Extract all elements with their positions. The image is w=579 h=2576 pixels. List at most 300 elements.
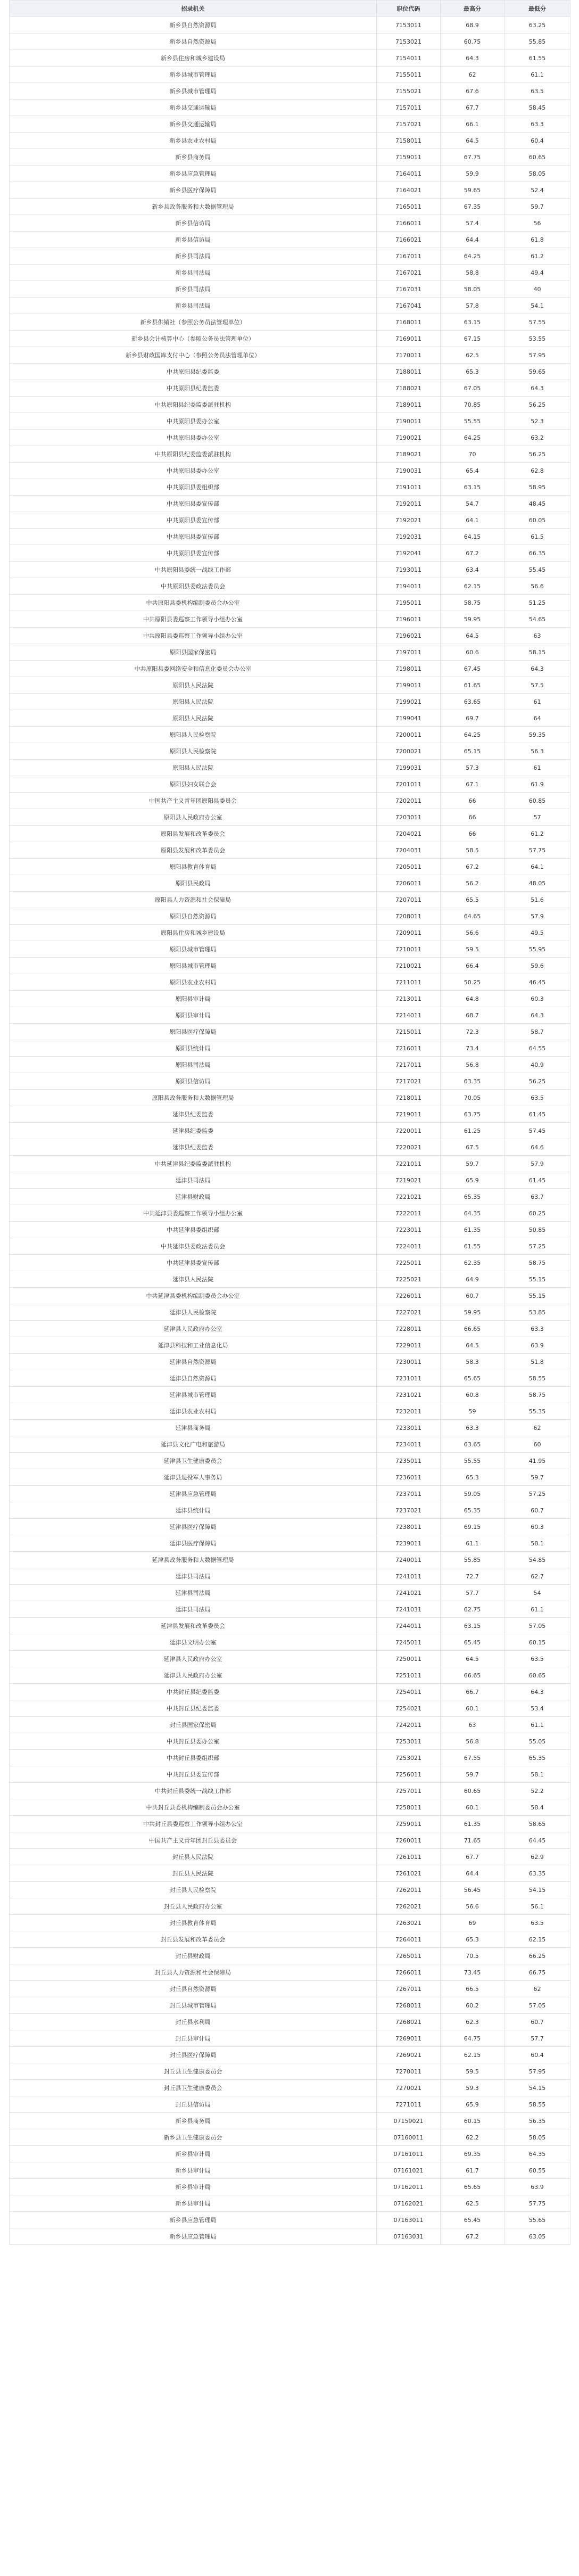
table-row xyxy=(10,644,570,661)
cell-position-code: 7258011 xyxy=(377,1799,441,1816)
table-row xyxy=(10,1948,570,1964)
cell-position-code: 07160011 xyxy=(377,2129,441,2146)
table-row xyxy=(10,1981,570,1997)
table-row xyxy=(10,1915,570,1931)
cell-max-score: 70.5 xyxy=(441,1948,504,1964)
cell-max-score: 63.3 xyxy=(441,1420,504,1436)
cell-max-score: 65.45 xyxy=(441,1634,504,1651)
cell-min-score: 55.05 xyxy=(504,1733,570,1750)
cell-max-score: 69.7 xyxy=(441,710,504,727)
cell-max-score: 64.25 xyxy=(441,430,504,446)
table-row xyxy=(10,380,570,397)
table-row xyxy=(10,958,570,974)
cell-agency: 延津县纪委监委 xyxy=(10,1106,377,1123)
cell-agency: 延津县人民法院 xyxy=(10,1271,377,1288)
cell-agency: 新乡县城市管理局 xyxy=(10,83,377,100)
cell-position-code: 7197011 xyxy=(377,644,441,661)
cell-min-score: 62.15 xyxy=(504,1931,570,1948)
table-row xyxy=(10,1601,570,1618)
cell-min-score: 57.05 xyxy=(504,1997,570,2014)
table-row xyxy=(10,2096,570,2113)
cell-position-code: 7205011 xyxy=(377,859,441,875)
cell-position-code: 7164021 xyxy=(377,182,441,199)
cell-min-score: 58.45 xyxy=(504,100,570,116)
cell-max-score: 66.7 xyxy=(441,1684,504,1700)
table-row xyxy=(10,1898,570,1915)
cell-position-code: 7195011 xyxy=(377,595,441,611)
cell-position-code: 7269021 xyxy=(377,2047,441,2063)
header-position-code: 职位代码 xyxy=(377,1,441,17)
cell-min-score: 63.25 xyxy=(504,17,570,34)
cell-max-score: 60.75 xyxy=(441,34,504,50)
cell-position-code: 07162021 xyxy=(377,2195,441,2212)
cell-position-code: 7204021 xyxy=(377,826,441,842)
cell-position-code: 7168011 xyxy=(377,314,441,331)
table-row xyxy=(10,479,570,496)
cell-agency: 中共原阳县委统一战线工作部 xyxy=(10,562,377,578)
cell-agency: 中共原阳县委宣传部 xyxy=(10,545,377,562)
cell-agency: 新乡县司法局 xyxy=(10,248,377,265)
cell-agency: 延津县自然资源局 xyxy=(10,1354,377,1370)
cell-position-code: 7158011 xyxy=(377,133,441,149)
cell-agency: 原阳县统计局 xyxy=(10,1040,377,1057)
cell-position-code: 7193011 xyxy=(377,562,441,578)
cell-max-score: 63.65 xyxy=(441,1436,504,1453)
cell-agency: 新乡县卫生健康委员会 xyxy=(10,2129,377,2146)
table-row xyxy=(10,2113,570,2129)
cell-position-code: 7206011 xyxy=(377,875,441,892)
cell-agency: 封丘县信访局 xyxy=(10,2096,377,2113)
cell-position-code: 7198011 xyxy=(377,661,441,677)
cell-agency: 延津县人民政府办公室 xyxy=(10,1321,377,1337)
cell-max-score: 57.4 xyxy=(441,215,504,232)
cell-position-code: 7210021 xyxy=(377,958,441,974)
table-row xyxy=(10,215,570,232)
cell-min-score: 60.4 xyxy=(504,2047,570,2063)
table-row xyxy=(10,892,570,908)
cell-max-score: 64.15 xyxy=(441,529,504,545)
table-row xyxy=(10,364,570,380)
cell-position-code: 7166011 xyxy=(377,215,441,232)
table-row xyxy=(10,1486,570,1502)
cell-max-score: 66.65 xyxy=(441,1321,504,1337)
cell-position-code: 7225021 xyxy=(377,1271,441,1288)
table-row xyxy=(10,1882,570,1898)
table-body xyxy=(10,17,570,2245)
cell-agency: 原阳县教育体育局 xyxy=(10,859,377,875)
cell-min-score: 57.55 xyxy=(504,314,570,331)
cell-min-score: 58.75 xyxy=(504,1255,570,1271)
cell-max-score: 67.5 xyxy=(441,1139,504,1156)
cell-min-score: 59.65 xyxy=(504,364,570,380)
cell-max-score: 62.15 xyxy=(441,578,504,595)
cell-position-code: 7268011 xyxy=(377,1997,441,2014)
cell-agency: 新乡县会计核算中心（参照公务员法管理单位） xyxy=(10,331,377,347)
cell-min-score: 57.25 xyxy=(504,1486,570,1502)
cell-agency: 新乡县供销社（参照公务员法管理单位） xyxy=(10,314,377,331)
cell-position-code: 7214011 xyxy=(377,1007,441,1024)
cell-min-score: 54.1 xyxy=(504,298,570,314)
cell-max-score: 60.65 xyxy=(441,1783,504,1799)
cell-min-score: 60.3 xyxy=(504,991,570,1007)
cell-max-score: 62.2 xyxy=(441,2129,504,2146)
cell-position-code: 7261021 xyxy=(377,1865,441,1882)
cell-max-score: 56.2 xyxy=(441,875,504,892)
cell-max-score: 60.1 xyxy=(441,1700,504,1717)
cell-min-score: 56 xyxy=(504,215,570,232)
cell-agency: 封丘县发展和改革委员会 xyxy=(10,1931,377,1948)
table-row xyxy=(10,1502,570,1519)
cell-max-score: 59 xyxy=(441,1403,504,1420)
cell-max-score: 61.35 xyxy=(441,1222,504,1238)
cell-position-code: 7269011 xyxy=(377,2030,441,2047)
cell-position-code: 7261011 xyxy=(377,1849,441,1865)
table-row xyxy=(10,760,570,776)
cell-min-score: 54.65 xyxy=(504,611,570,628)
cell-min-score: 56.6 xyxy=(504,578,570,595)
cell-max-score: 59.5 xyxy=(441,941,504,958)
table-row xyxy=(10,1717,570,1733)
cell-position-code: 7157021 xyxy=(377,116,441,133)
cell-position-code: 7268021 xyxy=(377,2014,441,2030)
cell-position-code: 7221021 xyxy=(377,1189,441,1205)
table-row xyxy=(10,1436,570,1453)
table-row xyxy=(10,908,570,925)
cell-max-score: 66.1 xyxy=(441,116,504,133)
table-row xyxy=(10,1271,570,1288)
cell-max-score: 63.15 xyxy=(441,1618,504,1634)
cell-agency: 封丘县城市管理局 xyxy=(10,1997,377,2014)
cell-min-score: 62 xyxy=(504,1420,570,1436)
cell-position-code: 7194011 xyxy=(377,578,441,595)
cell-agency: 中共延津县纪委监委派驻机构 xyxy=(10,1156,377,1172)
cell-agency: 原阳县妇女联合会 xyxy=(10,776,377,793)
cell-min-score: 49.5 xyxy=(504,925,570,941)
cell-agency: 原阳县民政局 xyxy=(10,875,377,892)
table-row xyxy=(10,793,570,809)
cell-position-code: 07161011 xyxy=(377,2146,441,2162)
table-row xyxy=(10,1205,570,1222)
cell-position-code: 7199031 xyxy=(377,760,441,776)
cell-min-score: 61.1 xyxy=(504,67,570,83)
cell-position-code: 7216011 xyxy=(377,1040,441,1057)
cell-position-code: 7165011 xyxy=(377,199,441,215)
cell-position-code: 7240011 xyxy=(377,1552,441,1568)
table-row xyxy=(10,677,570,694)
cell-agency: 中共封丘县委组织部 xyxy=(10,1750,377,1766)
cell-min-score: 63 xyxy=(504,628,570,644)
cell-max-score: 59.7 xyxy=(441,1156,504,1172)
cell-max-score: 55.55 xyxy=(441,1453,504,1469)
cell-agency: 新乡县审计局 xyxy=(10,2195,377,2212)
cell-min-score: 61.45 xyxy=(504,1106,570,1123)
cell-min-score: 57.7 xyxy=(504,2030,570,2047)
table-row xyxy=(10,2195,570,2212)
cell-agency: 原阳县人民政府办公室 xyxy=(10,809,377,826)
cell-position-code: 7231021 xyxy=(377,1387,441,1403)
cell-min-score: 63.3 xyxy=(504,116,570,133)
cell-max-score: 60.7 xyxy=(441,1288,504,1304)
cell-min-score: 60.3 xyxy=(504,1519,570,1535)
cell-max-score: 67.7 xyxy=(441,1849,504,1865)
table-row xyxy=(10,1667,570,1684)
cell-agency: 中共延津县委机构编制委员会办公室 xyxy=(10,1288,377,1304)
cell-agency: 中共原阳县委办公室 xyxy=(10,463,377,479)
cell-agency: 延津县人民政府办公室 xyxy=(10,1651,377,1667)
cell-min-score: 40 xyxy=(504,281,570,298)
table-row xyxy=(10,1387,570,1403)
cell-position-code: 7237011 xyxy=(377,1486,441,1502)
cell-max-score: 65.9 xyxy=(441,2096,504,2113)
cell-max-score: 61.25 xyxy=(441,1123,504,1139)
cell-min-score: 56.25 xyxy=(504,1073,570,1090)
cell-max-score: 66 xyxy=(441,809,504,826)
cell-max-score: 65.9 xyxy=(441,1172,504,1189)
cell-min-score: 60.25 xyxy=(504,1205,570,1222)
cell-min-score: 56.1 xyxy=(504,1898,570,1915)
cell-max-score: 64.4 xyxy=(441,1865,504,1882)
cell-min-score: 54.85 xyxy=(504,1552,570,1568)
cell-agency: 延津县医疗保障局 xyxy=(10,1535,377,1552)
cell-max-score: 54.7 xyxy=(441,496,504,512)
cell-max-score: 67.75 xyxy=(441,149,504,166)
cell-position-code: 7220021 xyxy=(377,1139,441,1156)
cell-min-score: 55.45 xyxy=(504,562,570,578)
cell-agency: 中共封丘县纪委监委 xyxy=(10,1684,377,1700)
table-header-row xyxy=(10,1,570,17)
table-row xyxy=(10,1585,570,1601)
cell-position-code: 7250011 xyxy=(377,1651,441,1667)
cell-position-code: 7192011 xyxy=(377,496,441,512)
cell-min-score: 59.6 xyxy=(504,958,570,974)
cell-max-score: 59.95 xyxy=(441,1304,504,1321)
cell-agency: 新乡县审计局 xyxy=(10,2179,377,2195)
cell-position-code: 7230011 xyxy=(377,1354,441,1370)
cell-position-code: 7219021 xyxy=(377,1172,441,1189)
cell-agency: 延津县统计局 xyxy=(10,1502,377,1519)
cell-agency: 新乡县自然资源局 xyxy=(10,34,377,50)
cell-min-score: 57.75 xyxy=(504,2195,570,2212)
table-row xyxy=(10,809,570,826)
cell-min-score: 64.3 xyxy=(504,1007,570,1024)
table-row xyxy=(10,265,570,281)
cell-min-score: 64.35 xyxy=(504,2146,570,2162)
cell-agency: 中共原阳县委办公室 xyxy=(10,413,377,430)
cell-min-score: 64.6 xyxy=(504,1139,570,1156)
table-row xyxy=(10,347,570,364)
table-row xyxy=(10,2030,570,2047)
cell-max-score: 73.4 xyxy=(441,1040,504,1057)
cell-agency: 中共封丘县委机构编制委员会办公室 xyxy=(10,1799,377,1816)
cell-agency: 延津县文明办公室 xyxy=(10,1634,377,1651)
cell-min-score: 60.05 xyxy=(504,512,570,529)
cell-min-score: 62 xyxy=(504,1981,570,1997)
cell-position-code: 7192021 xyxy=(377,512,441,529)
cell-agency: 封丘县人民法院 xyxy=(10,1849,377,1865)
cell-min-score: 61.2 xyxy=(504,826,570,842)
cell-position-code: 7189021 xyxy=(377,446,441,463)
table-row xyxy=(10,2014,570,2030)
cell-min-score: 52.3 xyxy=(504,413,570,430)
cell-position-code: 7241021 xyxy=(377,1585,441,1601)
table-row xyxy=(10,1073,570,1090)
cell-max-score: 58.8 xyxy=(441,265,504,281)
table-row xyxy=(10,2080,570,2096)
table-row xyxy=(10,1139,570,1156)
cell-agency: 原阳县发展和改革委员会 xyxy=(10,826,377,842)
cell-agency: 原阳县人民法院 xyxy=(10,760,377,776)
cell-min-score: 48.05 xyxy=(504,875,570,892)
cell-max-score: 59.9 xyxy=(441,166,504,182)
cell-max-score: 64.4 xyxy=(441,232,504,248)
cell-agency: 延津县城市管理局 xyxy=(10,1387,377,1403)
cell-max-score: 65.4 xyxy=(441,463,504,479)
cell-position-code: 7217011 xyxy=(377,1057,441,1073)
table-row xyxy=(10,1783,570,1799)
table-row xyxy=(10,925,570,941)
cell-position-code: 7259011 xyxy=(377,1816,441,1832)
cell-agency: 原阳县农业农村局 xyxy=(10,974,377,991)
cell-min-score: 58.7 xyxy=(504,1024,570,1040)
cell-agency: 原阳县住房和城乡建设局 xyxy=(10,925,377,941)
table-row xyxy=(10,1766,570,1783)
cell-agency: 延津县司法局 xyxy=(10,1172,377,1189)
cell-position-code: 7236011 xyxy=(377,1469,441,1486)
table-row xyxy=(10,776,570,793)
cell-max-score: 56.6 xyxy=(441,925,504,941)
table-row xyxy=(10,1040,570,1057)
table-row xyxy=(10,463,570,479)
cell-max-score: 63.4 xyxy=(441,562,504,578)
cell-min-score: 57.75 xyxy=(504,842,570,859)
cell-max-score: 58.75 xyxy=(441,595,504,611)
cell-agency: 中共延津县委政法委员会 xyxy=(10,1238,377,1255)
cell-max-score: 61.35 xyxy=(441,1816,504,1832)
cell-max-score: 61.55 xyxy=(441,1238,504,1255)
cell-max-score: 67.2 xyxy=(441,2228,504,2245)
table-row xyxy=(10,1007,570,1024)
cell-min-score: 49.4 xyxy=(504,265,570,281)
table-row xyxy=(10,1634,570,1651)
table-row xyxy=(10,17,570,34)
cell-max-score: 59.5 xyxy=(441,2063,504,2080)
cell-position-code: 7203011 xyxy=(377,809,441,826)
table-row xyxy=(10,2063,570,2080)
cell-min-score: 65.35 xyxy=(504,1750,570,1766)
table-row xyxy=(10,1255,570,1271)
cell-position-code: 7241011 xyxy=(377,1568,441,1585)
table-row xyxy=(10,1288,570,1304)
cell-max-score: 57.3 xyxy=(441,760,504,776)
table-row xyxy=(10,974,570,991)
cell-max-score: 59.95 xyxy=(441,611,504,628)
cell-agency: 延津县自然资源局 xyxy=(10,1370,377,1387)
cell-max-score: 59.7 xyxy=(441,1766,504,1783)
cell-max-score: 62.3 xyxy=(441,2014,504,2030)
cell-agency: 封丘县人民政府办公室 xyxy=(10,1898,377,1915)
cell-agency: 原阳县城市管理局 xyxy=(10,958,377,974)
cell-min-score: 55.15 xyxy=(504,1271,570,1288)
cell-position-code: 7199041 xyxy=(377,710,441,727)
cell-max-score: 64.9 xyxy=(441,1271,504,1288)
cell-max-score: 66 xyxy=(441,793,504,809)
cell-position-code: 7271011 xyxy=(377,2096,441,2113)
cell-max-score: 69.35 xyxy=(441,2146,504,2162)
cell-min-score: 60.65 xyxy=(504,149,570,166)
cell-max-score: 67.15 xyxy=(441,331,504,347)
cell-min-score: 59.7 xyxy=(504,1469,570,1486)
cell-max-score: 60.1 xyxy=(441,1799,504,1816)
table-row xyxy=(10,1865,570,1882)
table-row xyxy=(10,446,570,463)
cell-min-score: 58.1 xyxy=(504,1766,570,1783)
table-row xyxy=(10,1931,570,1948)
cell-agency: 中国共产主义青年团原阳县委员会 xyxy=(10,793,377,809)
cell-agency: 原阳县自然资源局 xyxy=(10,908,377,925)
cell-max-score: 68.7 xyxy=(441,1007,504,1024)
cell-position-code: 7210011 xyxy=(377,941,441,958)
cell-position-code: 7204031 xyxy=(377,842,441,859)
cell-position-code: 7233011 xyxy=(377,1420,441,1436)
cell-agency: 新乡县应急管理局 xyxy=(10,2228,377,2245)
cell-max-score: 72.3 xyxy=(441,1024,504,1040)
cell-max-score: 64.1 xyxy=(441,512,504,529)
cell-max-score: 64.25 xyxy=(441,248,504,265)
table-row xyxy=(10,529,570,545)
cell-agency: 原阳县政务服务和大数据管理局 xyxy=(10,1090,377,1106)
cell-min-score: 55.15 xyxy=(504,1288,570,1304)
cell-min-score: 53.85 xyxy=(504,1304,570,1321)
cell-agency: 原阳县城市管理局 xyxy=(10,941,377,958)
cell-agency: 封丘县人民检察院 xyxy=(10,1882,377,1898)
cell-agency: 延津县商务局 xyxy=(10,1420,377,1436)
cell-position-code: 7221011 xyxy=(377,1156,441,1172)
cell-position-code: 7190031 xyxy=(377,463,441,479)
cell-max-score: 67.7 xyxy=(441,100,504,116)
cell-position-code: 7267011 xyxy=(377,1981,441,1997)
cell-max-score: 62.75 xyxy=(441,1601,504,1618)
cell-min-score: 62.7 xyxy=(504,1568,570,1585)
cell-max-score: 60.15 xyxy=(441,2113,504,2129)
cell-agency: 中共原阳县纪委监委派驻机构 xyxy=(10,397,377,413)
cell-min-score: 63.3 xyxy=(504,1321,570,1337)
cell-min-score: 51.25 xyxy=(504,595,570,611)
table-row xyxy=(10,1997,570,2014)
cell-agency: 原阳县人民法院 xyxy=(10,710,377,727)
cell-position-code: 7201011 xyxy=(377,776,441,793)
cell-agency: 延津县发展和改革委员会 xyxy=(10,1618,377,1634)
table-row xyxy=(10,1849,570,1865)
table-row xyxy=(10,1832,570,1849)
cell-position-code: 7159011 xyxy=(377,149,441,166)
table-row xyxy=(10,545,570,562)
cell-min-score: 63.5 xyxy=(504,1915,570,1931)
cell-min-score: 54.15 xyxy=(504,2080,570,2096)
cell-max-score: 64.5 xyxy=(441,628,504,644)
cell-min-score: 64.55 xyxy=(504,1040,570,1057)
score-table xyxy=(9,0,570,2245)
table-row xyxy=(10,1403,570,1420)
cell-agency: 延津县应急管理局 xyxy=(10,1486,377,1502)
cell-position-code: 7217021 xyxy=(377,1073,441,1090)
table-row xyxy=(10,1964,570,1981)
cell-agency: 中共延津县委巡察工作领导小组办公室 xyxy=(10,1205,377,1222)
table-row xyxy=(10,1552,570,1568)
cell-position-code: 7253011 xyxy=(377,1733,441,1750)
cell-max-score: 63 xyxy=(441,1717,504,1733)
cell-min-score: 57.9 xyxy=(504,1156,570,1172)
table-row xyxy=(10,875,570,892)
